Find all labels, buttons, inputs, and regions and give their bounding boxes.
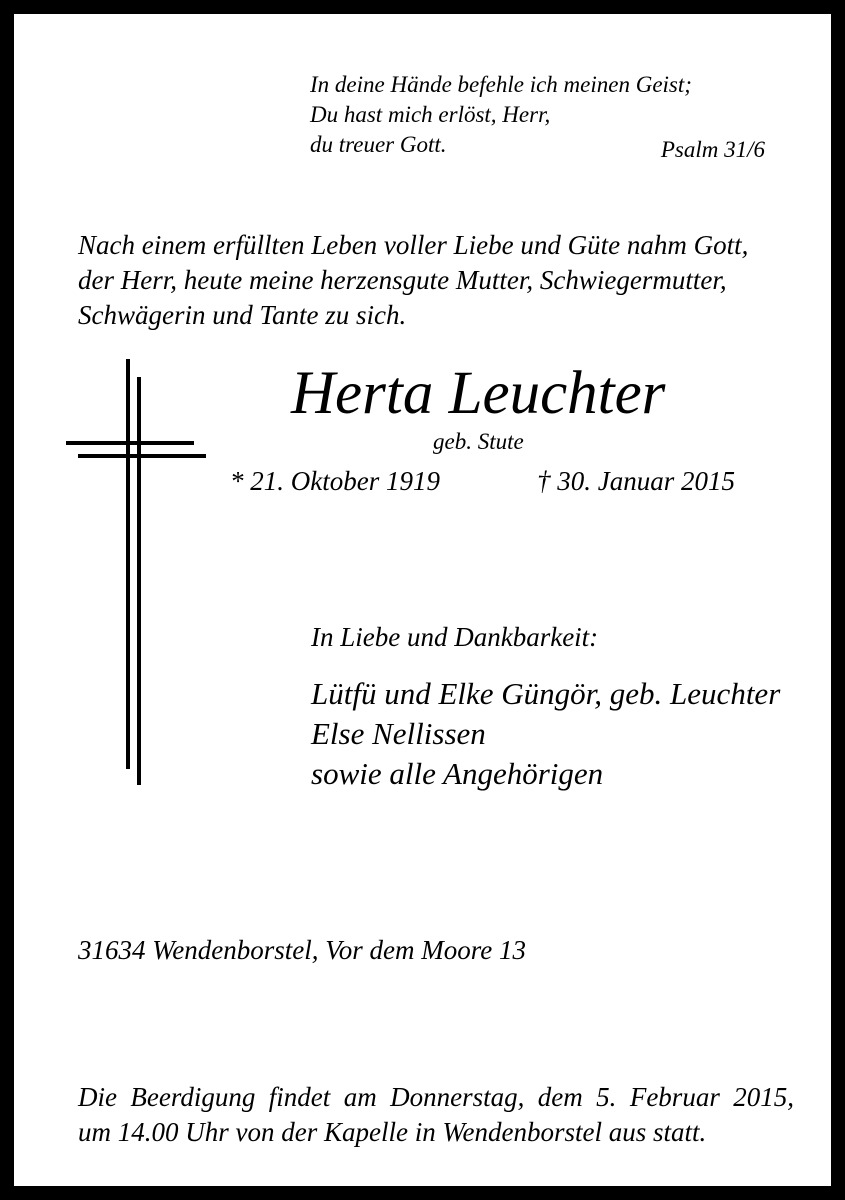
verse-reference: Psalm 31/6 [660,137,765,162]
intro-line: Nach einem erfüllten Leben voller Liebe und Güte nahm Gott, [78,230,749,260]
deceased-name: Herta Leuchter [291,360,666,427]
intro-text [78,228,792,333]
birth-date: * 21. Oktober 1919 [230,466,440,496]
birth-name: geb. Stute [433,429,524,454]
verse-line: du treuer Gott. [310,132,447,157]
mourners-heading: In Liebe und Dankbarkeit: [311,622,599,652]
funeral-line: Die Beerdigung findet am Donnerstag, dem 5. Februar 2015, [78,1082,794,1112]
funeral-notice [78,1080,794,1150]
verse-line: Du hast mich erlöst, Herr, [310,102,551,127]
bible-verse [310,70,692,160]
mourner-line: Else Nellissen [311,716,486,751]
mourner-line: sowie alle Angehörigen [311,756,604,791]
intro-line: Schwägerin und Tante zu sich. [78,300,407,330]
verse-line: In deine Hände befehle ich meinen Geist; [310,72,692,97]
death-date: † 30. Januar 2015 [537,466,735,496]
mourners-list [311,674,780,794]
address: 31634 Wendenborstel, Vor dem Moore 13 [78,935,526,965]
cross-icon [62,357,212,787]
mourner-line: Lütfü und Elke Güngör, geb. Leuchter [311,676,781,711]
intro-line: der Herr, heute meine herzensgute Mutter, Schwiegermutter, [78,265,727,295]
funeral-line: um 14.00 Uhr von der Kapelle in Wendenborstel aus statt. [78,1117,707,1147]
